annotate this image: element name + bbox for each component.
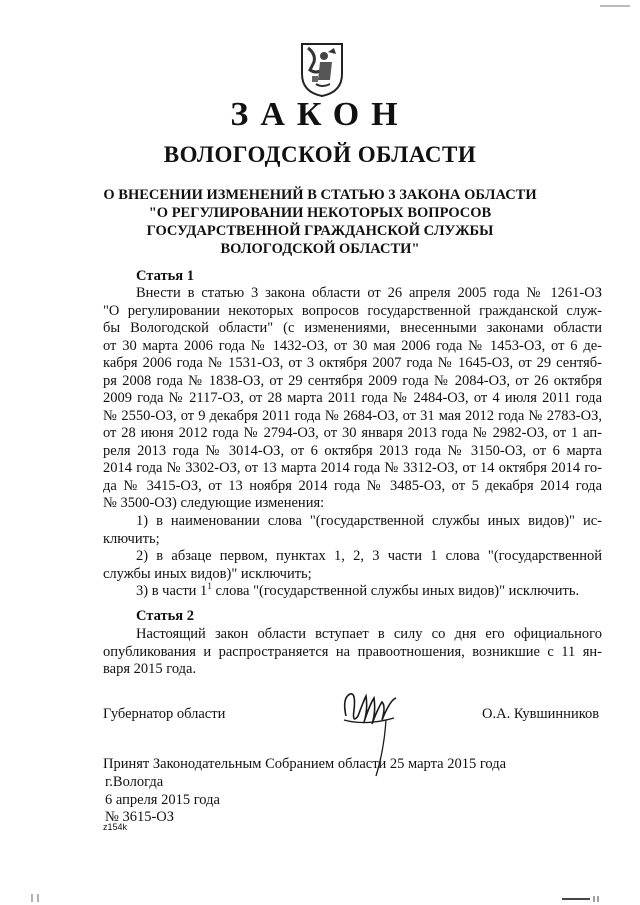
law-number: № 3615-ОЗ <box>105 809 175 825</box>
signing-date: 6 апреля 2015 года <box>105 792 220 808</box>
article-2-heading: Статья 2 <box>136 608 194 624</box>
article-1-line: кабря 2006 года № 1531-ОЗ, от 3 октября 2007 года № 1645-ОЗ, от 29 сентяб- <box>103 355 602 371</box>
subtitle-line: "О РЕГУЛИРОВАНИИ НЕКОТОРЫХ ВОПРОСОВ <box>148 205 492 221</box>
article-1-line: 2009 года № 2117-ОЗ, от 28 марта 2011 года № 2484-ОЗ, от 4 июля 2011 года <box>103 390 602 406</box>
law-subtitle <box>60 186 580 258</box>
item-3-pre: 3) в части 1 <box>136 583 208 599</box>
article-1-line: ря 2008 года № 1838-ОЗ, от 29 сентября 2009 года № 2084-ОЗ, от 26 октября <box>103 372 602 389</box>
document-code: z154k <box>103 822 128 832</box>
signer-name: О.А. Кувшинников <box>482 706 600 722</box>
article-2-line: варя 2015 года. <box>103 661 197 677</box>
item-1-line: 1) в наименовании слова "(государственной службы иных видов)" ис- <box>136 513 602 529</box>
subtitle-line: О ВНЕСЕНИИ ИЗМЕНЕНИЙ В СТАТЬЮ 3 ЗАКОНА ОБЛАСТИ <box>103 187 537 203</box>
article-1-line: бы Вологодской области" (с изменениями, внесенными законами области <box>103 320 602 336</box>
article-1-line: № 3500-ОЗ) следующие изменения: <box>103 495 325 511</box>
adoption-note: Принят Законодательным Собранием области 25 марта 2015 года <box>103 756 507 772</box>
subtitle-line: ГОСУДАРСТВЕННОЙ ГРАЖДАНСКОЙ СЛУЖБЫ <box>146 223 494 239</box>
article-1-line: от 30 марта 2006 года № 1432-ОЗ, от 30 мая 2006 года № 1453-ОЗ, от 6 де- <box>103 337 602 354</box>
city: г.Вологда <box>105 774 164 790</box>
article-2-line: Настоящий закон области вступает в силу со дня его официального <box>136 626 602 642</box>
article-1-line: 2014 года № 3302-ОЗ, от 13 марта 2014 года № 3312-ОЗ, от 14 октября 2014 го- <box>103 460 602 476</box>
article-1-line: № 2550-ОЗ, от 9 декабря 2011 года № 2684-ОЗ, от 31 мая 2012 года № 2783-ОЗ, <box>103 407 602 424</box>
article-1-line: Внести в статью 3 закона области от 26 апреля 2005 года № 1261-ОЗ <box>136 285 602 301</box>
document-title: ЗАКОН <box>230 96 410 133</box>
item-3-sup: 1 <box>207 581 212 592</box>
region-title: ВОЛОГОДСКОЙ ОБЛАСТИ <box>163 142 477 167</box>
scan-mark <box>562 896 602 902</box>
article-1-line: "О регулировании некоторых вопросов государственной гражданской служ- <box>103 302 602 319</box>
article-2-line: опубликования и распространяется на правоотношения, возникшие с 11 ян- <box>103 643 602 660</box>
subtitle-line: ВОЛОГОДСКОЙ ОБЛАСТИ" <box>220 241 420 257</box>
article-1-line: да № 3415-ОЗ, от 13 ноября 2014 года № 3485-ОЗ, от 5 декабря 2014 года <box>103 477 602 494</box>
coat-of-arms-emblem <box>298 40 346 98</box>
item-1-line: ключить; <box>103 530 160 547</box>
scan-mark <box>30 894 42 902</box>
item-3-post: слова "(государственной службы иных видов)" исключить. <box>211 583 580 599</box>
item-3-line <box>136 583 602 600</box>
signer-title: Губернатор области <box>103 706 226 722</box>
scan-mark <box>600 2 636 10</box>
article-1-line: реля 2013 года № 3014-ОЗ, от 6 октября 2013 года № 3150-ОЗ, от 6 марта <box>103 442 602 459</box>
item-2-line: 2) в абзаце первом, пунктах 1, 2, 3 части 1 слова "(государственной <box>136 548 602 564</box>
item-2-line: службы иных видов)" исключить; <box>103 565 312 582</box>
article-1-line: от 28 июня 2012 года № 2794-ОЗ, от 30 января 2013 года № 2982-ОЗ, от 1 ап- <box>103 425 602 441</box>
article-1-heading: Статья 1 <box>136 268 194 284</box>
